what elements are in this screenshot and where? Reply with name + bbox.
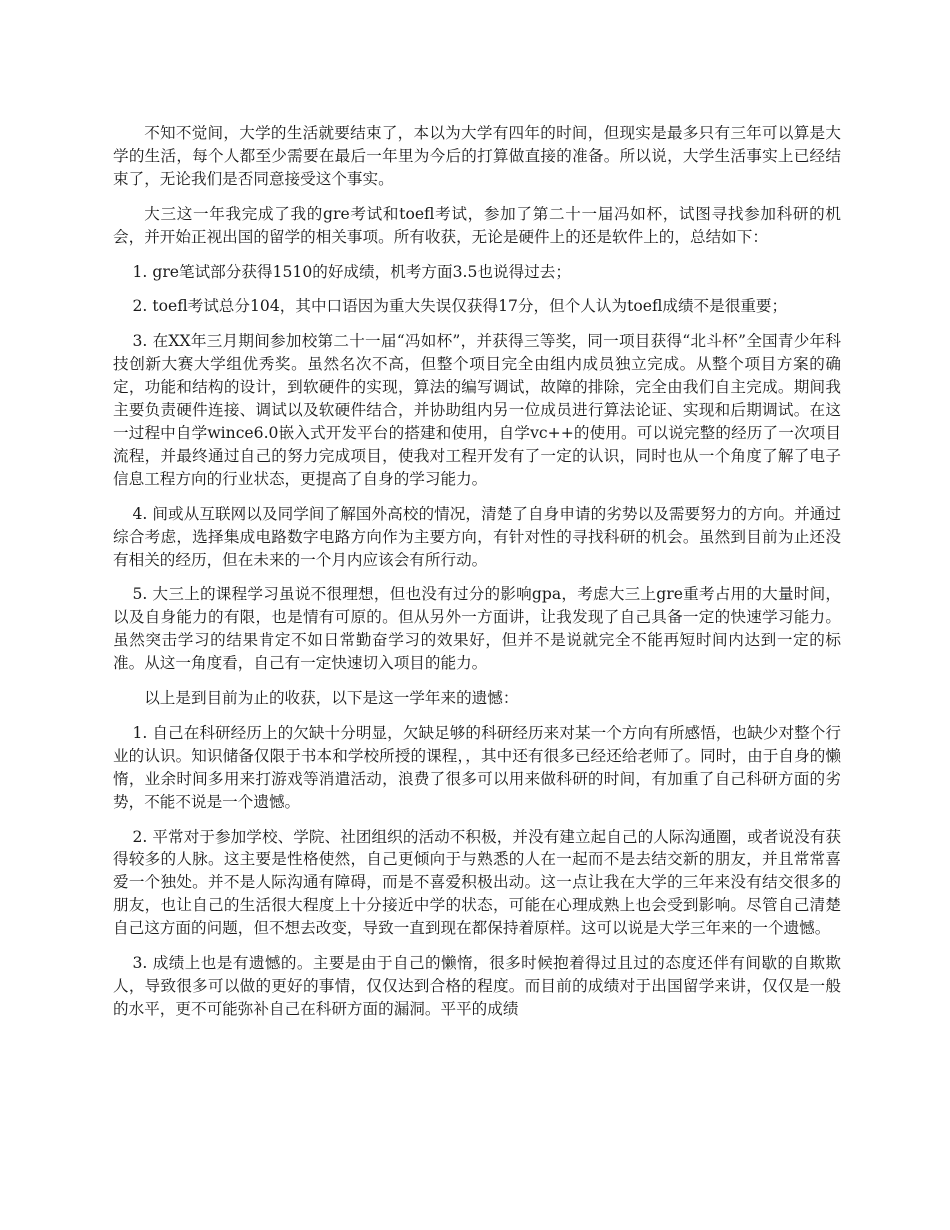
regret-item-2: 2. 平常对于参加学校、学院、社团组织的活动不积极，并没有建立起自己的人际沟通圈，或者说没有获得较多的人脉。这主要是性格使然，自己更倾向于与熟悉的人在一起而不是去结交新的朋友，并且常常喜爱一个独处。并不是人际沟通有障碍，而是不喜爱积极出动。这一点让我在大学的三年来没有结交很多的朋友，也让自己的生活很大程度上十分接近中学的状态，可能在心理成熟上也会受到影响。尽管自己清楚自己这方面的问题，但不想去改变，导致一直到现在都保持着原样。这可以说是大学三年来的一个遗憾。 [113,827,841,938]
gain-item-2: 2. toefl考试总分104，其中口语因为重大失误仅获得17分，但个人认为toefl成绩不是很重要； [132,297,788,316]
document-body [113,122,841,1033]
gain-item-5: 5. 大三上的课程学习虽说不很理想，但也没有过分的影响gpa，考虑大三上gre重考占用的大量时间，以及自身能力的有限，也是情有可原的。但从另外一方面讲，让我发现了自己具备一定的快速学习能力。虽然突击学习的结果肯定不如日常勤奋学习的效果好，但并不是说就完全不能再短时间内达到一定的标准。从这一角度看，自己有一定快速切入项目的能力。 [113,585,841,673]
gain-item-4: 4. 间或从互联网以及同学间了解国外高校的情况，清楚了自身申请的劣势以及需要努力的方向。并通过综合考虑，选择集成电路数字电路方向作为主要方向，有针对性的寻找科研的机会。虽然到目前为止还没有相关的经历，但在未来的一个月内应该会有所行动。 [113,504,841,569]
regret-item-3: 3. 成绩上也是有遗憾的。主要是由于自己的懒惰，很多时候抱着得过且过的态度还伴有间歇的自欺欺人，导致很多可以做的更好的事情，仅仅达到合格的程度。而目前的成绩对于出国留学来讲，仅仅是一般的水平，更不可能弥补自己在科研方面的漏洞。平平的成绩 [113,954,841,1018]
intro-paragraph: 不知不觉间，大学的生活就要结束了，本以为大学有四年的时间，但现实是最多只有三年可以算是大学的生活，每个人都至少需要在最后一年里为今后的打算做直接的准备。所以说，大学生活事实上已经结束了，无论我们是否同意接受这个事实。 [113,124,841,188]
regrets-intro-paragraph: 以上是到目前为止的收获，以下是这一学年来的遗憾： [144,689,519,708]
gain-item-3: 3. 在XX年三月期间参加校第二十一届“冯如杯”，并获得三等奖，同一项目获得“北斗杯”全国青少年科技创新大赛大学组优秀奖。虽然名次不高，但整个项目完全由组内成员独立完成。从整个项目方案的确定，功能和结构的设计，到软硬件的实现，算法的编写调试，故障的排除，完全由我们自主完成。期间我主要负责硬件连接、调试以及软硬件结合，并协助组内另一位成员进行算法论证、实现和后期调试。在这一过程中自学wince6.0嵌入式开发平台的搭建和使用，自学vc++的使用。可以说完整的经历了一次项目流程，并最终通过自己的努力完成项目，使我对工程开发有了一定的认识，同时也从一个角度了解了电子信息工程方向的行业状态，更提高了自身的学习能力。 [113,332,841,488]
summary-intro-paragraph: 大三这一年我完成了我的gre考试和toefl考试，参加了第二十一届冯如杯，试图寻找参加科研的机会，并开始正视出国的留学的相关事项。所有收获，无论是硬件上的还是软件上的，总结如下： [113,204,841,246]
regret-item-1: 1. 自己在科研经历上的欠缺十分明显，欠缺足够的科研经历来对某一个方向有所感悟，也缺少对整个行业的认识。知识储备仅限于书本和学校所授的课程，，其中还有很多已经还给老师了。同时，由于自身的懒惰，业余时间多用来打游戏等消遣活动，浪费了很多可以用来做科研的时间，有加重了自己科研方面的劣势，不能不说是一个遗憾。 [113,723,841,811]
gain-item-1: 1. gre笔试部分获得1510的好成绩，机考方面3.5也说得过去； [132,262,571,281]
